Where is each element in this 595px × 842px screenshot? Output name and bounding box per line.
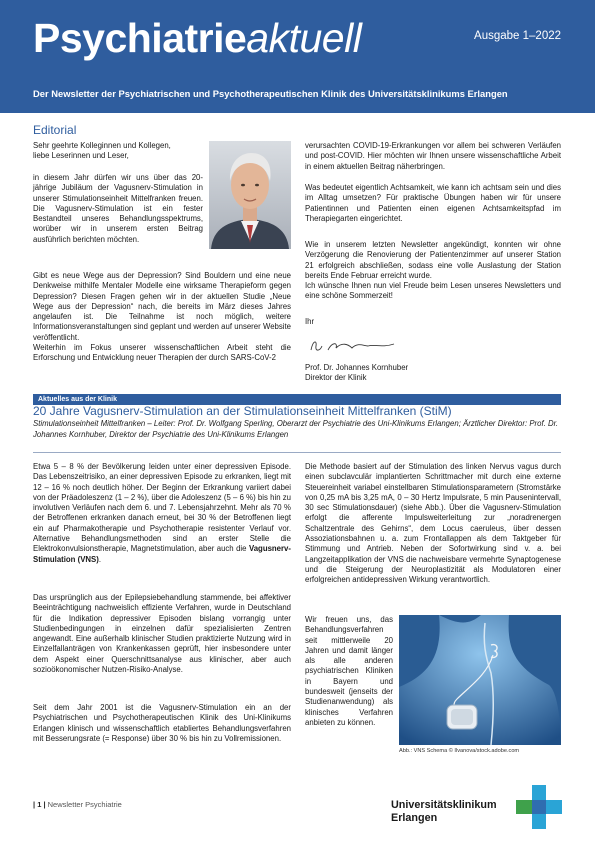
university-logo-text [391, 799, 497, 824]
logo-line-2: Erlangen [391, 811, 438, 824]
editorial-paragraph-1: in diesem Jahr dürfen wir uns über das 20-jährige Jubiläum der Vagusnerv-Stimulation in unserer Stimulationseinheit Mittelfranken freuen. Die Vagusnerv-Stimulation ist ein fester Bestandteil unseres Behandlungsspektrums, worüber wir in unserem ersten Beitrag ausführlich berichten möchten. [33, 173, 203, 244]
article-divider [33, 452, 561, 453]
editorial-greeting: Sehr geehrte Kolleginnen und Kollegen, liebe Leserinnen und Leser, [33, 141, 171, 161]
director-portrait [209, 141, 291, 249]
newsletter-title [33, 15, 362, 61]
editorial-paragraph-3: Weiterhin im Fokus unserer wissenschaftlichen Arbeit steht die Erforschung und Entwicklung neuer Therapien der durch SARS-CoV-2 [33, 343, 291, 363]
vns-schema-figure [399, 615, 561, 745]
article-paragraph-1-text: Etwa 5 – 8 % der Bevölkerung leiden unter einer depressiven Episode. Das Lebenszeitrisiko, an einer depressiven Episode zu erkranken, liegt mit 12 – 16 % noch deutlich höher. Der Beginn der Erkrankung variiert dabei von der Präadoleszenz (1 – 2 %), über die Adoleszenz (5 – 6 %) bis hin zu involutiven Verläufen nach dem 6. und 7. Lebensjahrzehnt. Mehr als 70 % der Betroffenen erkranken danach erneut, bei 30 % der Betroffenen liegt ein auf Pharmakotherapie und Psychotherapie resistenter Verlauf vor. Alternative Behandlungsmethoden sind an erster Stelle die Elektrokonvulsionstherapie, Magnetstimulation, aber auch die [33, 462, 291, 554]
editorial-right-paragraph-3: Wie in unserem letzten Newsletter angekündigt, konnten wir ohne Verzögerung die Renovierung der Patientenzimmer auf unserer Station 21 erfolgreich abschließen, sodass eine volle Auslastung der Station bereits Ende Februar erreicht wurde. Ich wünsche Ihnen nun viel Freude beim Lesen unseres Newsletters und eine schöne Sommerzeit! [305, 240, 561, 301]
footer-page: | 1 | Newsletter Psychiatrie [33, 800, 122, 809]
editorial-title: Editorial [33, 123, 77, 137]
article-right-paragraph-2: Wir freuen uns, das Behandlungsverfahren seit mittlerweile 20 Jahren und damit länger als alle anderen psychiatrischen Kliniken in Bayern und bundesweit (jenseits der Studienanwendung) als klinisches Verfahren anbieten zu können. [305, 615, 393, 727]
section-bar-label: Aktuelles aus der Klinik [38, 395, 117, 403]
figure-caption: Abb.: VNS Schema © Ilvanova/stock.adobe.com [399, 748, 520, 754]
editorial-closing: Ihr [305, 317, 315, 326]
page-number: 1 [37, 800, 42, 809]
signature-image [308, 334, 398, 356]
article-paragraph-1-end: . [98, 554, 102, 564]
editorial-right-paragraph-2: Was bedeutet eigentlich Achtsamkeit, wie kann ich achtsam sein und dies im Alltag umsetzen? Für praktische Übungen haben wir für unsere Patientinnen und Patienten einen eigenen Achtsamkeitspfad im Therapiegarten eingerichtet. [305, 183, 561, 223]
brand-italic: aktuell [246, 15, 362, 61]
university-cross-icon [516, 785, 562, 829]
editorial-right-paragraph-1: verursachten COVID-19-Erkrankungen vor allem bei schweren Verläufen und post-COVID. Hier möchten wir Ihnen unsere wissenschaftliche Arbeit in einem aktuellen Beitrag näherbringen. [305, 141, 561, 171]
masthead [0, 0, 595, 113]
article-paragraph-2: Das ursprünglich aus der Epilepsiebehandlung stammende, bei affektiver Beeinträchtigung nachweislich effiziente Verfahren, wurde in Deutschland für die Indikation depressiver Episoden bislang vorrangig unter Studienbedingungen in einzelnen dafür spezialisierten Zentren angewandt. Eine außerhalb klinischer Studien praktizierte Nutzung wird in Einzelfallanträgen von Krankenkassen geprüft, hier insbesondere unter dem Aspekt einer Querschnittsanalyse aus klinischer, aber auch sozioökonomischer Nutzen-Risiko-Analyse. [33, 593, 291, 675]
editorial-signer: Prof. Dr. Johannes Kornhuber Direktor der Klinik [305, 363, 409, 383]
article-paragraph-3: Seit dem Jahr 2001 ist die Vagusnerv-Stimulation ein an der Psychiatrischen und Psychotherapeutischen Klinik des Uni-Klinikums Erlangen klinisch und wissenschaftlich etabliertes Behandlungsverfahren mit Besserungsrate (= Response) über 30 % bis hin zu Vollremissionen. [33, 703, 291, 743]
article-subtitle: Stimulationseinheit Mittelfranken – Leiter: Prof. Dr. Wolfgang Sperling, Oberarzt der Psychiatrie des Uni-Klinikums Erlangen; Ärztlicher Direktor: Prof. Dr. Johannes Kornhuber, Direktor der Psychiatrie des Uni-Klinikums Erlangen [33, 419, 559, 439]
vns-term: Vagusnerv-Stimulation (VNS) [33, 544, 291, 564]
editorial-paragraph-2: Gibt es neue Wege aus der Depression? Sind Bouldern und eine neue Denkweise mithilfe Mentaler Modelle eine wirksame Therapieform gegen Depression? Diesen Fragen gehen wir in der aktuellen Studie „Neue Wege aus der Depression“ nach, die bereits im März dieses Jahres angelaufen ist. Die Teilnahme ist noch möglich, weitere Informationsveranstaltungen sind geplant und werden auf unserer Website veröffentlicht. [33, 271, 291, 342]
logo-line-1: Universitätsklinikum [391, 799, 497, 811]
issue-number: Ausgabe 1–2022 [474, 30, 561, 42]
brand-bold: Psychiatrie [33, 15, 247, 61]
article-paragraph-1 [33, 462, 291, 565]
article-title: 20 Jahre Vagusnerv-Stimulation an der Stimulationseinheit Mittelfranken (StiM) [33, 404, 452, 418]
article-right-paragraph-1: Die Methode basiert auf der Stimulation des linken Nervus vagus durch einen subclavculär implantierten Schrittmacher mit durch eine externe Steuereinheit variabel einstellbaren Stimulationsparametern (Stromstärke von 0,25 mA bis 3,25 mA, 0 – 30 Hertz Impulsrate, 5 min Pausenintervall, 30 sec Stimulationsdauer) (siehe Abb.). Über die Vagusnerv-Stimulation erfolgt die afferente Impulsweiterleitung zur „noradrenergen Schaltzentrale des Gehirns“, dem Locus caeruleus, über dessen Assoziationsbahnen u. a. zum Frontallappen als dem Taktgeber für Stimmung und Antrieb. Neben der Sofortwirkung sind v. a. bei Langzeitapplikation der VNS die nachweisbare vermehrte Synaptogenese und die Steigerung der Neuroplastizität als Modulatoren einer erfolgreichen antidepressiven Wirkung verantwortlich. [305, 462, 561, 585]
tagline: Der Newsletter der Psychiatrischen und Psychotherapeutischen Klinik des Universitätsklinikums Erlangen [33, 88, 508, 99]
footer-label: Newsletter Psychiatrie [47, 800, 122, 809]
